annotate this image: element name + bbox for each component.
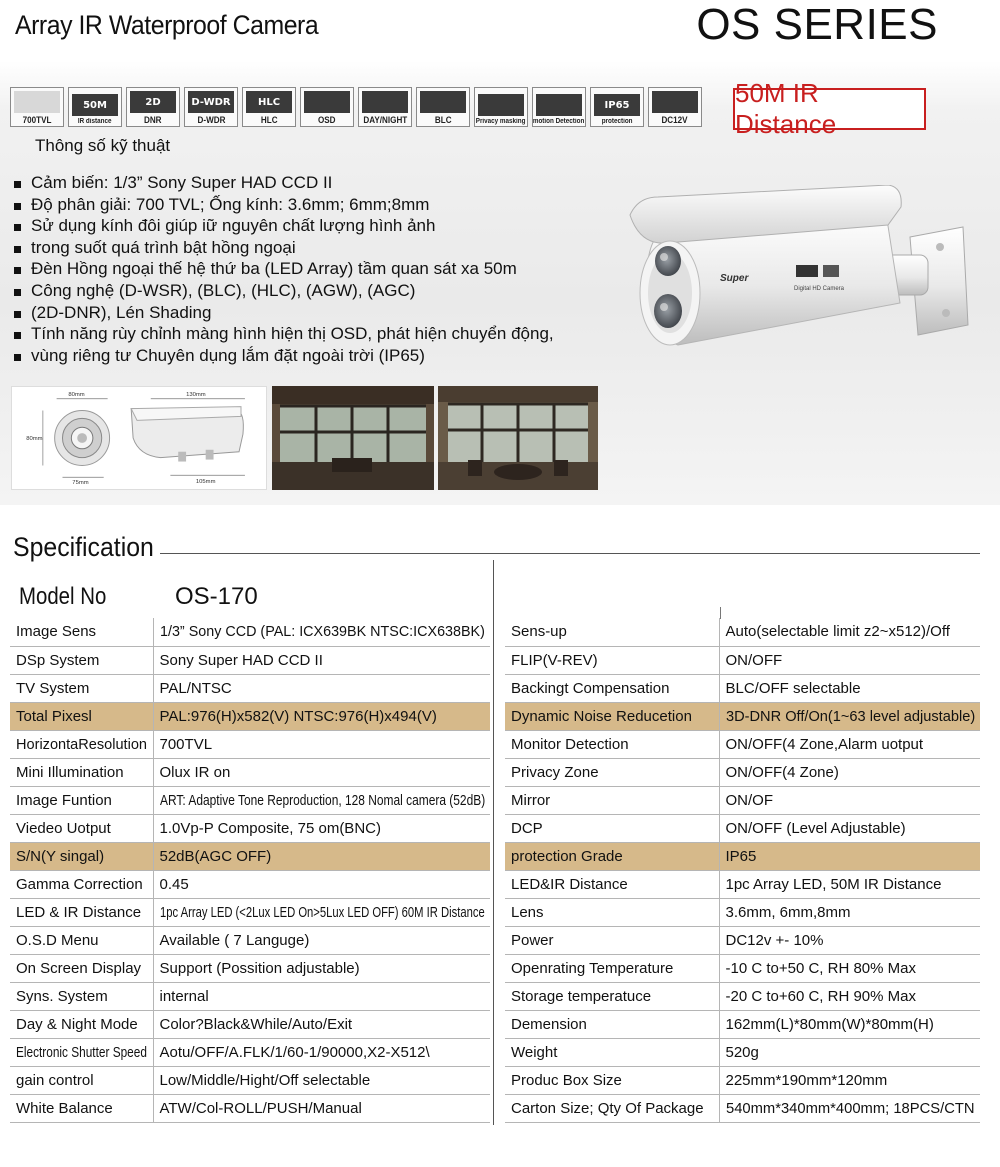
spec-value-text: DC12v +- 10%	[725, 931, 824, 949]
spec-key	[10, 1094, 153, 1122]
spec-value	[719, 646, 980, 674]
feature-bullet	[14, 237, 554, 259]
feature-label: HLC	[260, 115, 278, 125]
spec-value-text: -10 C to+50 C, RH 80% Max	[725, 959, 916, 977]
spec-key	[10, 1010, 153, 1038]
hlc-icon	[242, 87, 296, 127]
spec-value	[719, 786, 980, 814]
spec-key-text: DSp System	[16, 651, 100, 669]
spec-value	[719, 870, 980, 898]
spec-key	[505, 618, 719, 646]
spec-value-text: PAL/NTSC	[159, 679, 232, 697]
spec-key	[505, 646, 719, 674]
spec-value-text: Support (Possition adjustable)	[159, 959, 360, 977]
feature-label: D-WDR	[197, 115, 225, 125]
spec-key-text: White Balance	[16, 1099, 113, 1117]
spec-value	[153, 674, 490, 702]
spec-key	[10, 786, 153, 814]
spec-value-text: 3D-DNR Off/On(1~63 level adjustable)	[725, 707, 975, 725]
spec-key	[10, 758, 153, 786]
spec-value-text: 3.6mm, 6mm,8mm	[725, 903, 851, 921]
bullet-square-icon	[14, 224, 21, 231]
bullet-square-icon	[14, 246, 21, 253]
spec-row	[505, 870, 980, 898]
feature-bullet	[14, 215, 554, 237]
spec-row	[10, 814, 490, 842]
spec-value-text: Color?Black&While/Auto/Exit	[159, 1015, 353, 1033]
feature-bullet	[14, 323, 554, 345]
spec-value-text: Aotu/OFF/A.FLK/1/60-1/90000,X2-X512\	[159, 1043, 430, 1061]
spec-value	[719, 1094, 980, 1122]
spec-key	[10, 954, 153, 982]
spec-key	[505, 954, 719, 982]
spec-row	[10, 954, 490, 982]
spec-row	[10, 702, 490, 730]
spec-row	[505, 1066, 980, 1094]
specification-rule	[160, 553, 980, 554]
dnr-icon	[126, 87, 180, 127]
protection-icon	[590, 87, 644, 127]
spec-row	[10, 646, 490, 674]
bullet-text: Sử dụng kính đôi giúp iữ nguyên chất lượng hình ảnh	[31, 216, 436, 236]
feature-label: DAY/NIGHT	[363, 115, 407, 125]
spec-key-text: Mini Illumination	[16, 763, 124, 781]
resolution-icon	[10, 87, 64, 127]
spec-key	[505, 1066, 719, 1094]
model-number-label: Model No	[19, 583, 107, 610]
spec-value-text: Sony Super HAD CCD II	[159, 651, 323, 669]
feature-label: 700TVL	[22, 115, 52, 125]
bullet-text: Cảm biến: 1/3” Sony Super HAD CCD II	[31, 173, 333, 192]
bullet-text: Công nghệ (D-WSR), (BLC), (HLC), (AGW), (AGC)	[31, 280, 416, 300]
bullet-square-icon	[14, 181, 21, 188]
spec-table-right	[505, 618, 980, 1123]
spec-key	[505, 870, 719, 898]
spec-value-text: ON/OFF (Level Adjustable)	[725, 819, 906, 837]
bullet-text: Độ phân giải: 700 TVL; Ống kính: 3.6mm; 6mm;8mm	[31, 194, 430, 214]
feature-bullet	[14, 194, 554, 216]
feature-glyph	[362, 91, 408, 113]
bullet-square-icon	[14, 354, 21, 361]
dim-front-height: 80mm	[26, 435, 43, 442]
feature-glyph	[304, 91, 350, 113]
spec-row	[505, 618, 980, 646]
spec-value	[153, 702, 490, 730]
spec-value	[153, 870, 490, 898]
feature-glyph: 2D	[130, 91, 176, 113]
motion-detection-icon	[532, 87, 586, 127]
spec-value	[719, 618, 980, 646]
spec-value-text: 1pc Array LED (<2Lux LED On>5Lux LED OFF) 60M IR Distance	[159, 903, 485, 921]
spec-key	[10, 926, 153, 954]
spec-key-text: Privacy Zone	[511, 763, 599, 781]
spec-value	[719, 898, 980, 926]
spec-key-text: TV System	[16, 679, 90, 697]
feature-label: protection	[601, 118, 633, 125]
feature-bullet	[14, 345, 554, 367]
spec-value-text: Auto(selectable limit z2~x512)/Off	[725, 623, 950, 641]
spec-value-text: 0.45	[159, 875, 189, 893]
bullet-text: trong suốt quá trình bật hồng ngoại	[31, 237, 296, 257]
spec-heading-vietnamese: Thông số kỹ thuật	[35, 136, 171, 155]
spec-row	[10, 842, 490, 870]
spec-value-text: BLC/OFF selectable	[725, 679, 861, 697]
feature-glyph	[652, 91, 698, 113]
spec-key	[10, 1066, 153, 1094]
feature-glyph	[536, 94, 582, 116]
spec-value	[153, 898, 490, 926]
spec-key-text: Monitor Detection	[511, 735, 629, 753]
ir-distance-icon	[68, 87, 122, 127]
camera-brand-text: Super	[720, 273, 749, 284]
spec-value	[153, 730, 490, 758]
spec-key-text: Backingt Compensation	[511, 679, 670, 697]
spec-key-text: Sens-up	[511, 623, 567, 641]
spec-value-text: -20 C to+60 C, RH 90% Max	[725, 987, 916, 1005]
spec-key	[505, 1010, 719, 1038]
spec-value	[719, 1010, 980, 1038]
feature-bullet	[14, 302, 554, 324]
spec-row	[505, 926, 980, 954]
spec-value-text: Olux IR on	[159, 763, 231, 781]
feature-glyph	[478, 94, 524, 116]
spec-value	[153, 646, 490, 674]
spec-value-text: 520g	[725, 1043, 759, 1061]
product-title: Array IR Waterproof Camera	[15, 10, 319, 40]
spec-value	[719, 926, 980, 954]
spec-key	[505, 702, 719, 730]
feature-bullet	[14, 258, 554, 280]
blc-icon	[416, 87, 470, 127]
dim-front-base: 75mm	[72, 480, 89, 487]
spec-value-text: 162mm(L)*80mm(W)*80mm(H)	[725, 1015, 934, 1033]
spec-value	[719, 702, 980, 730]
spec-key-text: Viedeo Uotput	[16, 819, 111, 837]
spec-row	[10, 758, 490, 786]
spec-row	[10, 870, 490, 898]
spec-row	[505, 702, 980, 730]
spec-value-text: ART: Adaptive Tone Reproduction, 128 Nomal camera (52dB)	[159, 791, 485, 809]
spec-value-text: Available ( 7 Languge)	[159, 931, 310, 949]
spec-key	[10, 730, 153, 758]
spec-row	[505, 1038, 980, 1066]
spec-table-left	[10, 618, 490, 1123]
spec-row	[505, 814, 980, 842]
bullet-square-icon	[14, 267, 21, 274]
day-night-icon	[358, 87, 412, 127]
spec-key	[505, 1038, 719, 1066]
spec-key-text: On Screen Display	[16, 959, 142, 977]
spec-value	[153, 786, 490, 814]
spec-key-text: Carton Size; Qty Of Package	[511, 1099, 704, 1117]
spec-value	[719, 1066, 980, 1094]
spec-key	[505, 982, 719, 1010]
spec-value-text: ATW/Col-ROLL/PUSH/Manual	[159, 1099, 362, 1117]
spec-key	[505, 730, 719, 758]
spec-value-text: 1/3” Sony CCD (PAL: ICX639BK NTSC:ICX638BK)	[159, 623, 485, 641]
feature-bullet-list	[14, 172, 554, 366]
spec-row	[505, 646, 980, 674]
spec-row	[10, 898, 490, 926]
model-number-value: OS-170	[175, 583, 258, 610]
spec-key	[10, 870, 153, 898]
spec-value-text: internal	[159, 987, 209, 1005]
spec-value	[719, 954, 980, 982]
spec-key-text: LED&IR Distance	[511, 875, 628, 893]
feature-label: Privacy masking	[476, 118, 526, 125]
spec-value	[153, 758, 490, 786]
column-divider	[493, 560, 494, 1125]
spec-key-text: protection Grade	[511, 847, 623, 865]
spec-value	[153, 618, 490, 646]
spec-key	[505, 842, 719, 870]
spec-key	[10, 982, 153, 1010]
spec-value-text: 1.0Vp-P Composite, 75 om(BNC)	[159, 819, 381, 837]
spec-key-text: Lens	[511, 903, 544, 921]
spec-key-text: O.S.D Menu	[16, 931, 99, 949]
privacy-masking-icon	[474, 87, 528, 127]
feature-glyph	[14, 91, 60, 113]
spec-key-text: LED & IR Distance	[16, 903, 142, 921]
feature-bullet	[14, 172, 554, 194]
bullet-text: vùng riêng tư Chuyên dụng lắm đặt ngoài trời (IP65)	[31, 345, 425, 365]
spec-row	[505, 1094, 980, 1122]
spec-key	[10, 842, 153, 870]
bullet-camera-illustration	[618, 185, 988, 370]
bullet-square-icon	[14, 203, 21, 210]
spec-value-text: 1pc Array LED, 50M IR Distance	[725, 875, 942, 893]
spec-value	[153, 982, 490, 1010]
room-photo-night	[438, 386, 598, 490]
spec-key-text: DCP	[511, 819, 543, 837]
spec-key	[505, 758, 719, 786]
feature-bullet	[14, 280, 554, 302]
spec-key	[505, 926, 719, 954]
dwdr-icon	[184, 87, 238, 127]
spec-row	[10, 1094, 490, 1122]
spec-row	[505, 1010, 980, 1038]
feature-glyph: 50M	[72, 94, 118, 116]
spec-key	[505, 1094, 719, 1122]
spec-key	[10, 618, 153, 646]
spec-row	[505, 758, 980, 786]
feature-glyph: D-WDR	[188, 91, 234, 113]
dim-side-base: 105mm	[195, 479, 216, 486]
spec-value-text: Low/Middle/Hight/Off selectable	[159, 1071, 371, 1089]
feature-glyph: IP65	[594, 94, 640, 116]
spec-row	[505, 898, 980, 926]
spec-value	[153, 1010, 490, 1038]
dim-front-width: 80mm	[68, 391, 85, 398]
spec-key-text: Image Funtion	[16, 791, 112, 809]
bullet-square-icon	[14, 332, 21, 339]
spec-value	[153, 926, 490, 954]
spec-key	[10, 674, 153, 702]
spec-value-text: ON/OFF(4 Zone,Alarm uotput	[725, 735, 924, 753]
spec-key-text: FLIP(V-REV)	[511, 651, 598, 669]
feature-label: BLC	[434, 115, 452, 125]
spec-value-text: 700TVL	[159, 735, 213, 753]
spec-key-text: Electronic Shutter Speed	[16, 1043, 147, 1061]
spec-row	[10, 730, 490, 758]
ir-distance-badge: 50M IR Distance	[733, 88, 926, 130]
spec-value-text: 225mm*190mm*120mm	[725, 1071, 888, 1089]
spec-key-text: Demension	[511, 1015, 587, 1033]
spec-value-text: PAL:976(H)x582(V) NTSC:976(H)x494(V)	[159, 707, 437, 725]
spec-value	[719, 1038, 980, 1066]
spec-value	[719, 674, 980, 702]
feature-label: DNR	[144, 115, 162, 125]
spec-row	[10, 1038, 490, 1066]
spec-value	[153, 1038, 490, 1066]
spec-value-text: 52dB(AGC OFF)	[159, 847, 272, 865]
spec-key-text: Gamma Correction	[16, 875, 143, 893]
bullet-text: (2D-DNR), Lén Shading	[31, 302, 212, 322]
spec-row	[10, 982, 490, 1010]
spec-key-text: Dynamic Noise Reducetion	[511, 707, 692, 725]
spec-value	[719, 842, 980, 870]
spec-key-text: Total Pixesl	[16, 707, 92, 725]
specification-title: Specification	[13, 532, 154, 562]
spec-key-text: Image Sens	[16, 623, 97, 641]
spec-value-text: ON/OF	[725, 791, 773, 809]
feature-glyph	[420, 91, 466, 113]
spec-key	[10, 646, 153, 674]
spec-key-text: Storage temperatuce	[511, 987, 652, 1005]
feature-label: motion Detection	[533, 118, 585, 125]
spec-row	[10, 674, 490, 702]
spec-value	[153, 1094, 490, 1122]
feature-icons-strip	[10, 87, 702, 129]
spec-key-text: S/N(Y singal)	[16, 847, 105, 865]
spec-value	[153, 954, 490, 982]
spec-row	[505, 982, 980, 1010]
dimension-drawing	[11, 386, 267, 490]
bullet-text: Đèn Hồng ngoại thế hệ thứ ba (LED Array) tầm quan sát xa 50m	[31, 259, 517, 279]
spec-row	[10, 1066, 490, 1094]
dim-side-length: 130mm	[186, 391, 206, 398]
spec-value	[153, 1066, 490, 1094]
spec-key-text: Day & Night Mode	[16, 1015, 138, 1033]
feature-label: DC12V	[661, 115, 689, 125]
spec-value	[719, 730, 980, 758]
bullet-square-icon	[14, 289, 21, 296]
spec-value	[153, 814, 490, 842]
spec-key	[10, 1038, 153, 1066]
spec-row	[10, 786, 490, 814]
osd-icon	[300, 87, 354, 127]
spec-key	[10, 814, 153, 842]
spec-key	[505, 814, 719, 842]
camera-model-text: Digital HD Camera	[794, 286, 845, 292]
spec-value	[719, 982, 980, 1010]
spec-row	[505, 842, 980, 870]
spec-key-text: gain control	[16, 1071, 94, 1089]
feature-label: IR distance	[78, 118, 112, 125]
spec-row	[505, 786, 980, 814]
spec-key	[505, 786, 719, 814]
spec-row	[10, 618, 490, 646]
spec-row	[10, 926, 490, 954]
spec-key-text: Openrating Temperature	[511, 959, 674, 977]
spec-value	[719, 814, 980, 842]
bullet-text: Tính năng rùy chỉnh màng hình hiện thị OSD, phát hiện chuyển động,	[31, 324, 554, 344]
spec-key	[505, 674, 719, 702]
spec-value	[719, 758, 980, 786]
spec-row	[505, 954, 980, 982]
feature-glyph: HLC	[246, 91, 292, 113]
spec-row	[505, 674, 980, 702]
bullet-square-icon	[14, 311, 21, 318]
room-photo-day	[272, 386, 434, 490]
spec-value-text: IP65	[725, 847, 757, 865]
spec-row	[505, 730, 980, 758]
spec-key-text: Produc Box Size	[511, 1071, 622, 1089]
spec-key	[505, 898, 719, 926]
series-title: OS SERIES	[696, 0, 938, 49]
spec-value-text: 540mm*340mm*400mm; 18PCS/CTN	[725, 1099, 975, 1117]
spec-value-text: ON/OFF(4 Zone)	[725, 763, 839, 781]
spec-key-text: Weight	[511, 1043, 558, 1061]
spec-value	[153, 842, 490, 870]
spec-key-text: HorizontaResolution	[16, 735, 148, 753]
spec-row	[10, 1010, 490, 1038]
spec-key	[10, 702, 153, 730]
spec-key-text: Mirror	[511, 791, 551, 809]
spec-key	[10, 898, 153, 926]
spec-key-text: Syns. System	[16, 987, 108, 1005]
power-icon	[648, 87, 702, 127]
spec-value-text: ON/OFF	[725, 651, 783, 669]
feature-label: OSD	[318, 115, 336, 125]
spec-key-text: Power	[511, 931, 554, 949]
